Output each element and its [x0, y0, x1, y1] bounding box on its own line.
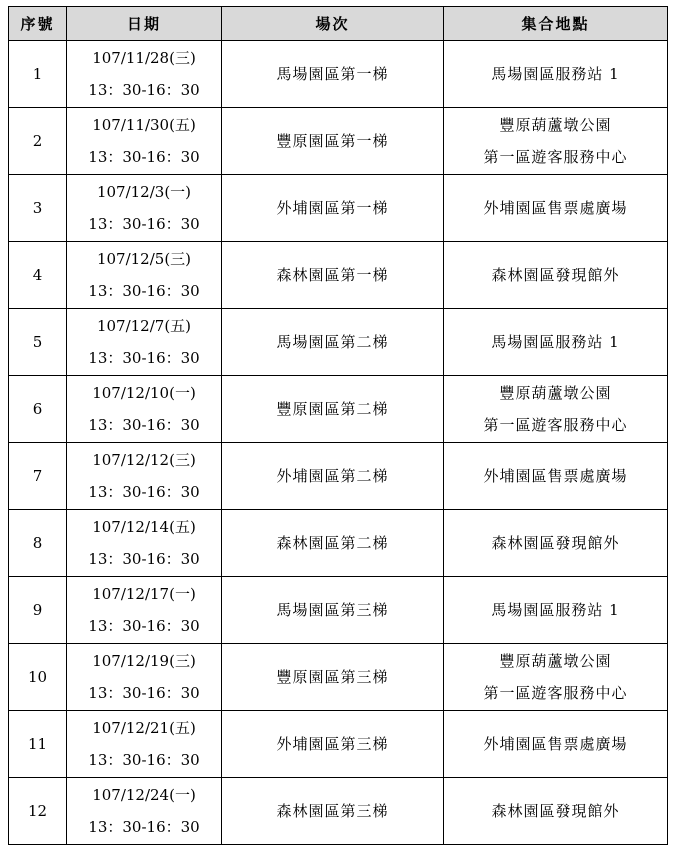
- time-text: 13：30-16：30: [88, 282, 200, 300]
- place-line-2: 第一區遊客服務中心: [483, 684, 628, 702]
- table-row: [9, 443, 668, 510]
- row-number: 4: [9, 242, 67, 309]
- place-line-1: 外埔園區售票處廣場: [483, 199, 628, 217]
- date-text: 107/12/14(五): [92, 518, 196, 536]
- date-cell: [67, 510, 222, 577]
- header-place: 集合地點: [444, 7, 668, 41]
- row-number: 5: [9, 309, 67, 376]
- place-line-1: 森林園區發現館外: [491, 802, 620, 820]
- date-cell: [67, 778, 222, 845]
- table-body: [9, 41, 668, 845]
- row-number: 12: [9, 778, 67, 845]
- session-cell: 森林園區第一梯: [222, 242, 444, 309]
- date-text: 107/12/12(三): [92, 451, 196, 469]
- time-text: 13：30-16：30: [88, 81, 200, 99]
- time-text: 13：30-16：30: [88, 416, 200, 434]
- session-cell: 豐原園區第二梯: [222, 376, 444, 443]
- table-row: [9, 309, 668, 376]
- place-line-1: 豐原葫蘆墩公園: [499, 384, 612, 402]
- place-line-1: 外埔園區售票處廣場: [483, 735, 628, 753]
- date-cell: [67, 242, 222, 309]
- time-text: 13：30-16：30: [88, 215, 200, 233]
- table-row: [9, 242, 668, 309]
- row-number: 1: [9, 41, 67, 108]
- place-cell: [444, 577, 668, 644]
- date-text: 107/12/5(三): [96, 250, 192, 268]
- date-cell: [67, 309, 222, 376]
- date-text: 107/12/17(一): [92, 585, 196, 603]
- place-cell: [444, 41, 668, 108]
- header-date: 日期: [67, 7, 222, 41]
- row-number: 9: [9, 577, 67, 644]
- time-text: 13：30-16：30: [88, 550, 200, 568]
- session-cell: 森林園區第三梯: [222, 778, 444, 845]
- place-cell: [444, 510, 668, 577]
- session-cell: 外埔園區第三梯: [222, 711, 444, 778]
- row-number: 6: [9, 376, 67, 443]
- date-cell: [67, 644, 222, 711]
- date-cell: [67, 175, 222, 242]
- session-cell: 馬場園區第一梯: [222, 41, 444, 108]
- place-line-1: 森林園區發現館外: [491, 266, 620, 284]
- date-cell: [67, 108, 222, 175]
- session-cell: 外埔園區第一梯: [222, 175, 444, 242]
- table-row: [9, 41, 668, 108]
- date-text: 107/11/28(三): [92, 49, 196, 67]
- row-number: 7: [9, 443, 67, 510]
- place-cell: [444, 711, 668, 778]
- place-line-1: 馬場園區服務站 1: [491, 333, 620, 351]
- table-row: [9, 108, 668, 175]
- time-text: 13：30-16：30: [88, 483, 200, 501]
- session-cell: 馬場園區第二梯: [222, 309, 444, 376]
- date-text: 107/12/19(三): [92, 652, 196, 670]
- place-cell: [444, 443, 668, 510]
- date-text: 107/12/7(五): [96, 317, 192, 335]
- table-row: [9, 175, 668, 242]
- place-cell: [444, 175, 668, 242]
- row-number: 11: [9, 711, 67, 778]
- place-line-1: 馬場園區服務站 1: [491, 65, 620, 83]
- time-text: 13：30-16：30: [88, 751, 200, 769]
- date-text: 107/12/3(一): [96, 183, 192, 201]
- session-cell: 馬場園區第三梯: [222, 577, 444, 644]
- date-cell: [67, 577, 222, 644]
- place-line-2: 第一區遊客服務中心: [483, 416, 628, 434]
- date-cell: [67, 41, 222, 108]
- date-text: 107/12/10(一): [92, 384, 196, 402]
- table-row: [9, 644, 668, 711]
- place-line-1: 森林園區發現館外: [491, 534, 620, 552]
- place-cell: [444, 778, 668, 845]
- time-text: 13：30-16：30: [88, 148, 200, 166]
- place-line-1: 豐原葫蘆墩公園: [499, 116, 612, 134]
- time-text: 13：30-16：30: [88, 684, 200, 702]
- session-cell: 森林園區第二梯: [222, 510, 444, 577]
- place-cell: [444, 108, 668, 175]
- table-row: [9, 510, 668, 577]
- header-no: 序號: [9, 7, 67, 41]
- date-cell: [67, 443, 222, 510]
- place-cell: [444, 376, 668, 443]
- date-text: 107/11/30(五): [92, 116, 196, 134]
- place-line-2: 第一區遊客服務中心: [483, 148, 628, 166]
- row-number: 3: [9, 175, 67, 242]
- place-line-1: 外埔園區售票處廣場: [483, 467, 628, 485]
- time-text: 13：30-16：30: [88, 349, 200, 367]
- date-text: 107/12/21(五): [92, 719, 196, 737]
- header-session: 場次: [222, 7, 444, 41]
- session-cell: 外埔園區第二梯: [222, 443, 444, 510]
- time-text: 13：30-16：30: [88, 617, 200, 635]
- table-row: [9, 778, 668, 845]
- session-cell: 豐原園區第一梯: [222, 108, 444, 175]
- place-cell: [444, 309, 668, 376]
- schedule-table: [8, 6, 668, 845]
- time-text: 13：30-16：30: [88, 818, 200, 836]
- row-number: 10: [9, 644, 67, 711]
- place-line-1: 豐原葫蘆墩公園: [499, 652, 612, 670]
- row-number: 8: [9, 510, 67, 577]
- session-cell: 豐原園區第三梯: [222, 644, 444, 711]
- place-line-1: 馬場園區服務站 1: [491, 601, 620, 619]
- row-number: 2: [9, 108, 67, 175]
- table-row: [9, 376, 668, 443]
- date-text: 107/12/24(一): [92, 786, 196, 804]
- table-row: [9, 711, 668, 778]
- date-cell: [67, 376, 222, 443]
- place-cell: [444, 644, 668, 711]
- date-cell: [67, 711, 222, 778]
- table-row: [9, 577, 668, 644]
- header-row: [9, 7, 668, 41]
- place-cell: [444, 242, 668, 309]
